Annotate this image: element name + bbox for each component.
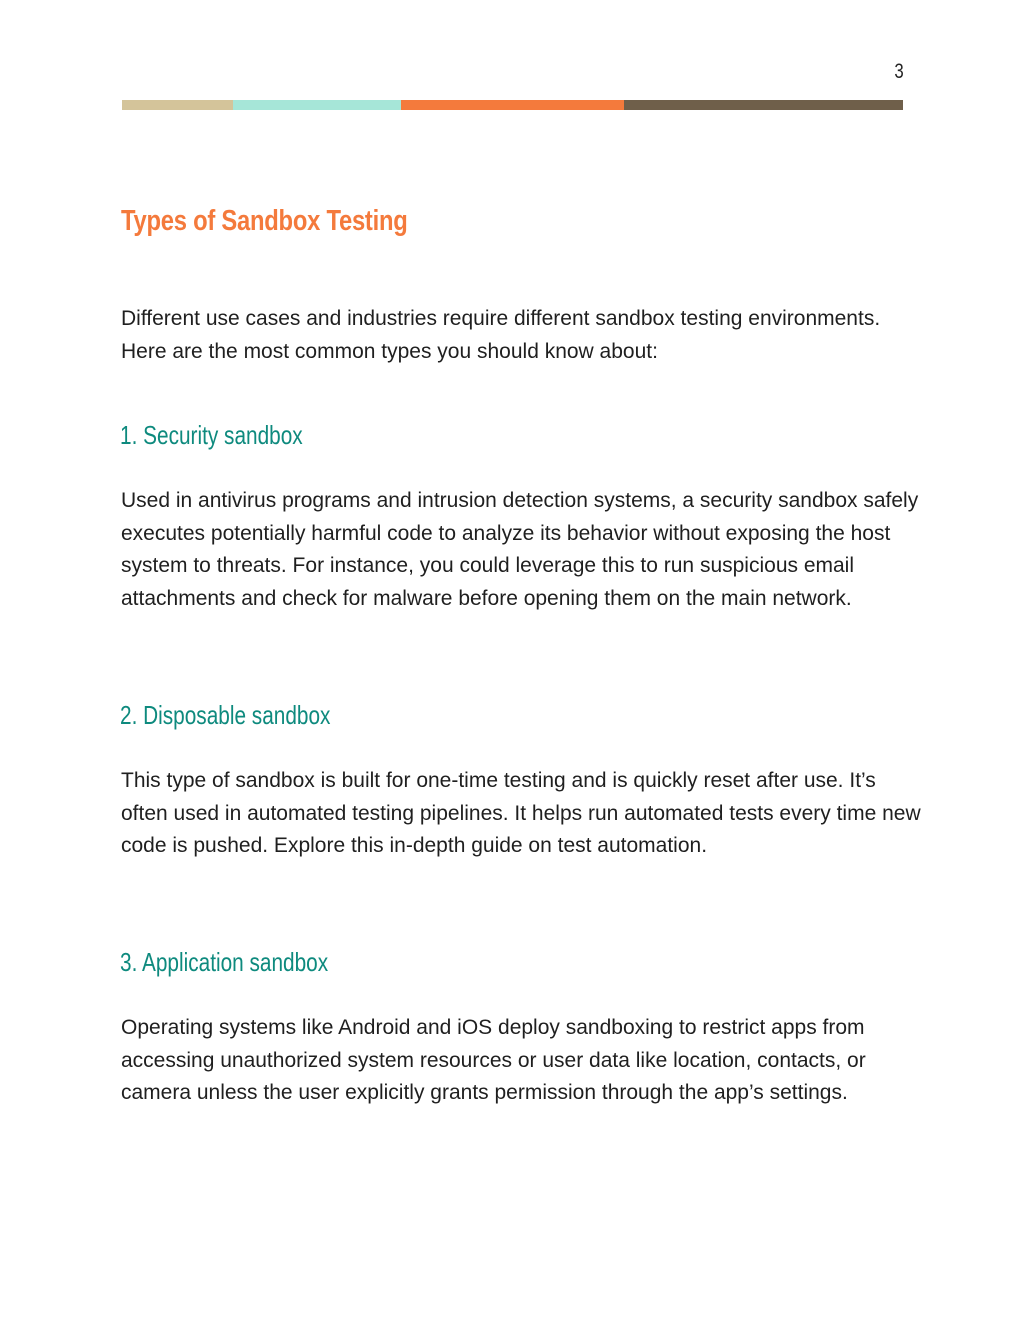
color-bar-segment-brown bbox=[624, 100, 903, 110]
section-heading-disposable-sandbox: 2. Disposable sandbox bbox=[120, 700, 331, 730]
document-title: Types of Sandbox Testing bbox=[121, 205, 408, 237]
intro-paragraph: Different use cases and industries require different sandbox testing environments. Here are the most common types you should know about: bbox=[121, 307, 881, 363]
page-number: 3 bbox=[894, 60, 904, 83]
color-bar-segment-mint bbox=[233, 100, 401, 110]
color-bar-segment-tan bbox=[122, 100, 233, 110]
section-heading-application-sandbox: 3. Application sandbox bbox=[120, 947, 329, 977]
section-body-security-sandbox: Used in antivirus programs and intrusion detection systems, a security sandbox safely executes potentially harmful code to analyze its behavior without exposing the host system to threats. For instance, you could leverage this to run suspicious email attachments and check for malware before opening them on the main network. bbox=[121, 489, 919, 610]
header-color-bar bbox=[122, 100, 903, 110]
section-body-application-sandbox: Operating systems like Android and iOS deploy sandboxing to restrict apps from accessing unauthorized system resources or user data like location, contacts, or camera unless the user explicitly grants permission through the app’s settings. bbox=[121, 1016, 866, 1105]
section-heading-security-sandbox: 1. Security sandbox bbox=[120, 420, 303, 450]
section-body-disposable-sandbox: This type of sandbox is built for one-time testing and is quickly reset after use. It’s often used in automated testing pipelines. It helps run automated tests every time new code is pushed. Explore this in-depth guide on test automation. bbox=[121, 769, 921, 858]
color-bar-segment-orange bbox=[401, 100, 624, 110]
